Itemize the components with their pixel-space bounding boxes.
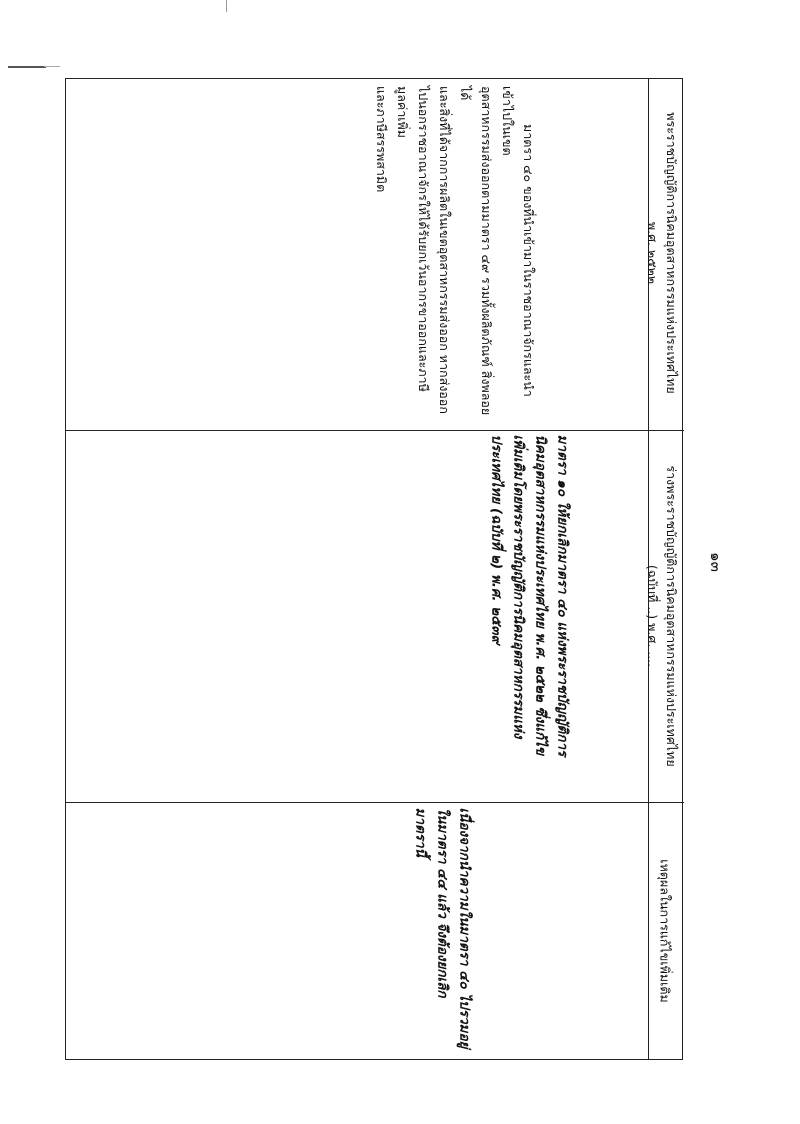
cell-draft-act-line2: นิคมอุตสาหกรรมแห่งประเทศไทย พ.ศ. ๒๕๒๒ ซึ่งแก้ไข — [532, 434, 549, 756]
cell-reason-line3: มาตรานี้ — [412, 807, 429, 857]
cell-reason-line1: เนื่องจากนำความในมาตรา ๔๐ ไปรวมอยู่ — [456, 807, 473, 1049]
cell-current-act-line3: และสิ่งที่ได้จากการผลิตในเขตอุตสาหกรรมส่งออก หากส่งออก — [437, 86, 452, 414]
cell-draft-act — [482, 435, 574, 780]
cell-draft-act-line4: ประเทศไทย (ฉบับที่ ๒) พ.ศ. ๒๕๓๙ — [488, 434, 505, 645]
cell-current-act — [374, 86, 539, 422]
scan-mark — [44, 66, 60, 67]
column-divider — [66, 430, 684, 431]
scan-mark — [8, 66, 46, 68]
cell-current-act-line5: และภาษีสรรพสามิต — [374, 86, 389, 193]
header-current-act-line2: พ.ศ. ๒๕๒๒ — [645, 221, 660, 285]
header-current-act-line1: พระราชบัญญัติการนิคมอุตสาหกรรมแห่งประเทศไทย — [664, 112, 679, 394]
scan-mark — [226, 0, 227, 12]
header-draft-act-line1: ร่างพระราชบัญญัติการนิคมอุตสาหกรรมแห่งประเทศไทย — [664, 465, 679, 767]
page-number: ๑๓ — [707, 552, 725, 572]
cell-draft-act-line1: มาตรา ๑๐ ให้ยกเลิกมาตรา ๔๐ แห่งพระราชบัญญัติการ — [554, 434, 571, 757]
header-current-act — [647, 78, 681, 428]
text-line — [497, 86, 539, 422]
cell-reason — [406, 808, 476, 1053]
header-reason — [655, 804, 675, 1059]
cell-current-act-line2: อุตสาหกรรมส่งออกตามมาตรา ๔๙ รวมทั้งผลิตภัณฑ์ สิ่งพลอยได้ — [458, 86, 494, 416]
column-divider — [66, 802, 684, 803]
cell-current-act-line1: มาตรา ๔๐ ของที่นำเข้ามาในราชอาณาจักรและนำเข้าไปในเขต — [500, 86, 536, 397]
cell-draft-act-line3: เพิ่มเติมโดยพระราชบัญญัติการนิคมอุตสาหกรรมแห่ง — [510, 434, 527, 739]
header-draft-act-line2: (ฉบับที่ ..) พ.ศ. .... — [645, 564, 660, 668]
header-reason-text: เหตุผลในการแก้ไขเพิ่มเติม — [657, 859, 673, 1003]
cell-reason-line2: ในมาตรา ๔๔ แล้ว จึงต้องยกเลิก — [434, 807, 451, 998]
comparison-table — [65, 78, 683, 1060]
cell-current-act-line4: ไปนอกราชอาณาจักรให้ได้รับยกเว้นอากรขาออกและภาษีมูลค่าเพิ่ม — [395, 86, 431, 392]
header-draft-act — [647, 431, 681, 801]
